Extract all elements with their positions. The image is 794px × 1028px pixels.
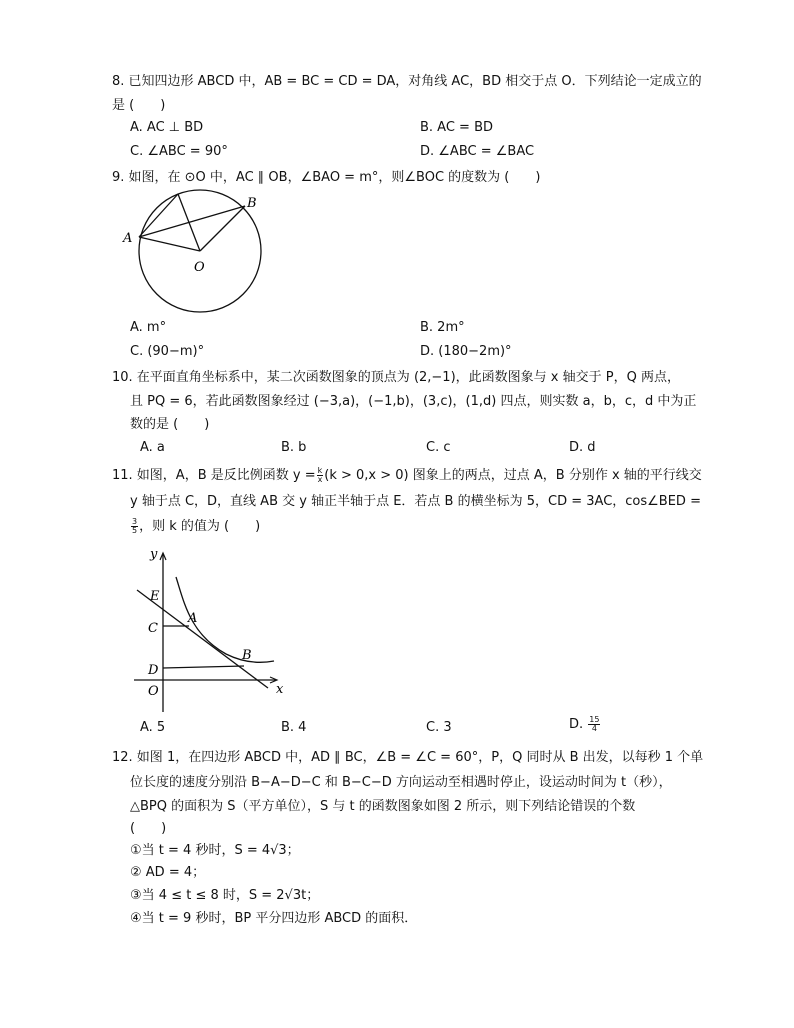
q12-stem-line4: ( ) (130, 821, 167, 836)
q9-segment-ac (139, 194, 178, 237)
q8-option-d: D. ∠ABC = ∠BAC (420, 144, 535, 159)
q11-stem-line1 (112, 467, 702, 485)
q11-option-d-prefix: D. (569, 717, 584, 732)
q10-option-d: D. d (569, 440, 596, 455)
q9-stem-line1: 9. 如图，在 ⊙O 中，AC ∥ OB，∠BAO = m°，则∠BOC 的度数为 ( ) (112, 170, 541, 185)
q8-stem-line1: 8. 已知四边形 ABCD 中，AB = BC = CD = DA，对角线 AC，BD 相交于点 O．下列结论一定成立的 (112, 74, 702, 89)
q11-label-x: x (276, 682, 284, 697)
q9-segment-ao (139, 237, 200, 251)
q11-stem-line3-post: ，则 k 的值为 ( ) (139, 519, 261, 534)
q11-stem-pre: 11. 如图，A，B 是反比例函数 y = (112, 468, 316, 483)
q11-option-d-fraction (588, 716, 600, 733)
q11-fraction-3-over-5 (131, 518, 138, 535)
q12-statement-1: ①当 t = 4 秒时，S = 4√3； (130, 843, 300, 858)
q11-cos-den: 5 (132, 526, 138, 535)
q11-label-o: O (148, 684, 159, 699)
q11-fraction-num: k (317, 466, 323, 475)
q9-segment-co (178, 194, 200, 251)
q11-fraction-k-over-x (317, 467, 324, 484)
q10-option-a: A. a (140, 440, 165, 455)
q11-label-b: B (242, 648, 252, 663)
q11-stem-post: (k > 0,x > 0) 图象上的两点，过点 A，B 分别作 x 轴的平行线交 (324, 468, 702, 483)
q11-option-d-den: 4 (591, 724, 597, 733)
q10-stem-line3: 数的是 ( ) (130, 417, 210, 432)
q11-stem-line3 (130, 518, 260, 536)
q12-stem-line3: △BPQ 的面积为 S（平方单位），S 与 t 的函数图象如图 2 所示，则下列结论错误的个数 (130, 799, 636, 814)
q9-option-c: C. (90−m)° (130, 344, 205, 359)
q12-statement-2: ② AD = 4； (130, 865, 206, 880)
q8-option-c: C. ∠ABC = 90° (130, 144, 228, 159)
q10-stem-line2: 且 PQ = 6，若此函数图象经过 (−3,a)，(−1,b)，(3,c)，(1,d) 四点，则实数 a，b，c，d 中为正 (130, 394, 697, 409)
q10-option-b: B. b (281, 440, 307, 455)
q10-stem-line1: 10. 在平面直角坐标系中，某二次函数图象的顶点为 (2,−1)，此函数图象与 x 轴交于 P，Q 两点， (112, 370, 680, 385)
q10-option-c: C. c (426, 440, 451, 455)
q9-option-b: B. 2m° (420, 320, 465, 335)
q12-statement-4: ④当 t = 9 秒时，BP 平分四边形 ABCD 的面积． (130, 911, 418, 926)
q12-stem-line2: 位长度的速度分别沿 B−A−D−C 和 B−C−D 方向运动至相遇时停止，设运动时间为 t（秒）， (130, 775, 672, 790)
q11-option-b: B. 4 (281, 720, 307, 735)
q12-stem-line1: 12. 如图 1，在四边形 ABCD 中，AD ∥ BC，∠B = ∠C = 60°，P，Q 同时从 B 出发，以每秒 1 个单 (112, 750, 704, 765)
q8-option-a: A. AC ⊥ BD (130, 120, 204, 135)
q11-cos-num: 3 (132, 517, 138, 526)
q11-label-d: D (148, 663, 159, 678)
q9-option-a: A. m° (130, 320, 167, 335)
q11-label-a: A (188, 611, 198, 626)
q11-option-d (569, 716, 601, 734)
q11-segment-db (163, 666, 244, 668)
q9-label-b: B (247, 196, 257, 211)
q11-option-a: A. 5 (140, 720, 166, 735)
q11-label-y: y (150, 547, 158, 562)
q11-fraction-den: x (317, 475, 323, 484)
q8-option-b: B. AC = BD (420, 120, 494, 135)
q11-label-c: C (148, 621, 158, 636)
q9-label-o: O (194, 260, 205, 275)
q9-circle-figure (120, 186, 270, 316)
q8-stem-line2: 是 ( ) (112, 98, 166, 113)
q9-label-a: A (123, 231, 133, 246)
q9-option-d: D. (180−2m)° (420, 344, 512, 359)
q11-option-c: C. 3 (426, 720, 452, 735)
q11-label-e: E (150, 589, 160, 604)
q11-stem-line2: y 轴于点 C，D，直线 AB 交 y 轴正半轴于点 E．若点 B 的横坐标为 5，CD = 3AC，cos∠BED = (130, 494, 701, 509)
q11-option-d-num: 15 (589, 715, 600, 724)
q12-statement-3: ③当 4 ≤ t ≤ 8 时，S = 2√3t； (130, 888, 320, 903)
q11-hyperbola-figure (126, 544, 296, 714)
